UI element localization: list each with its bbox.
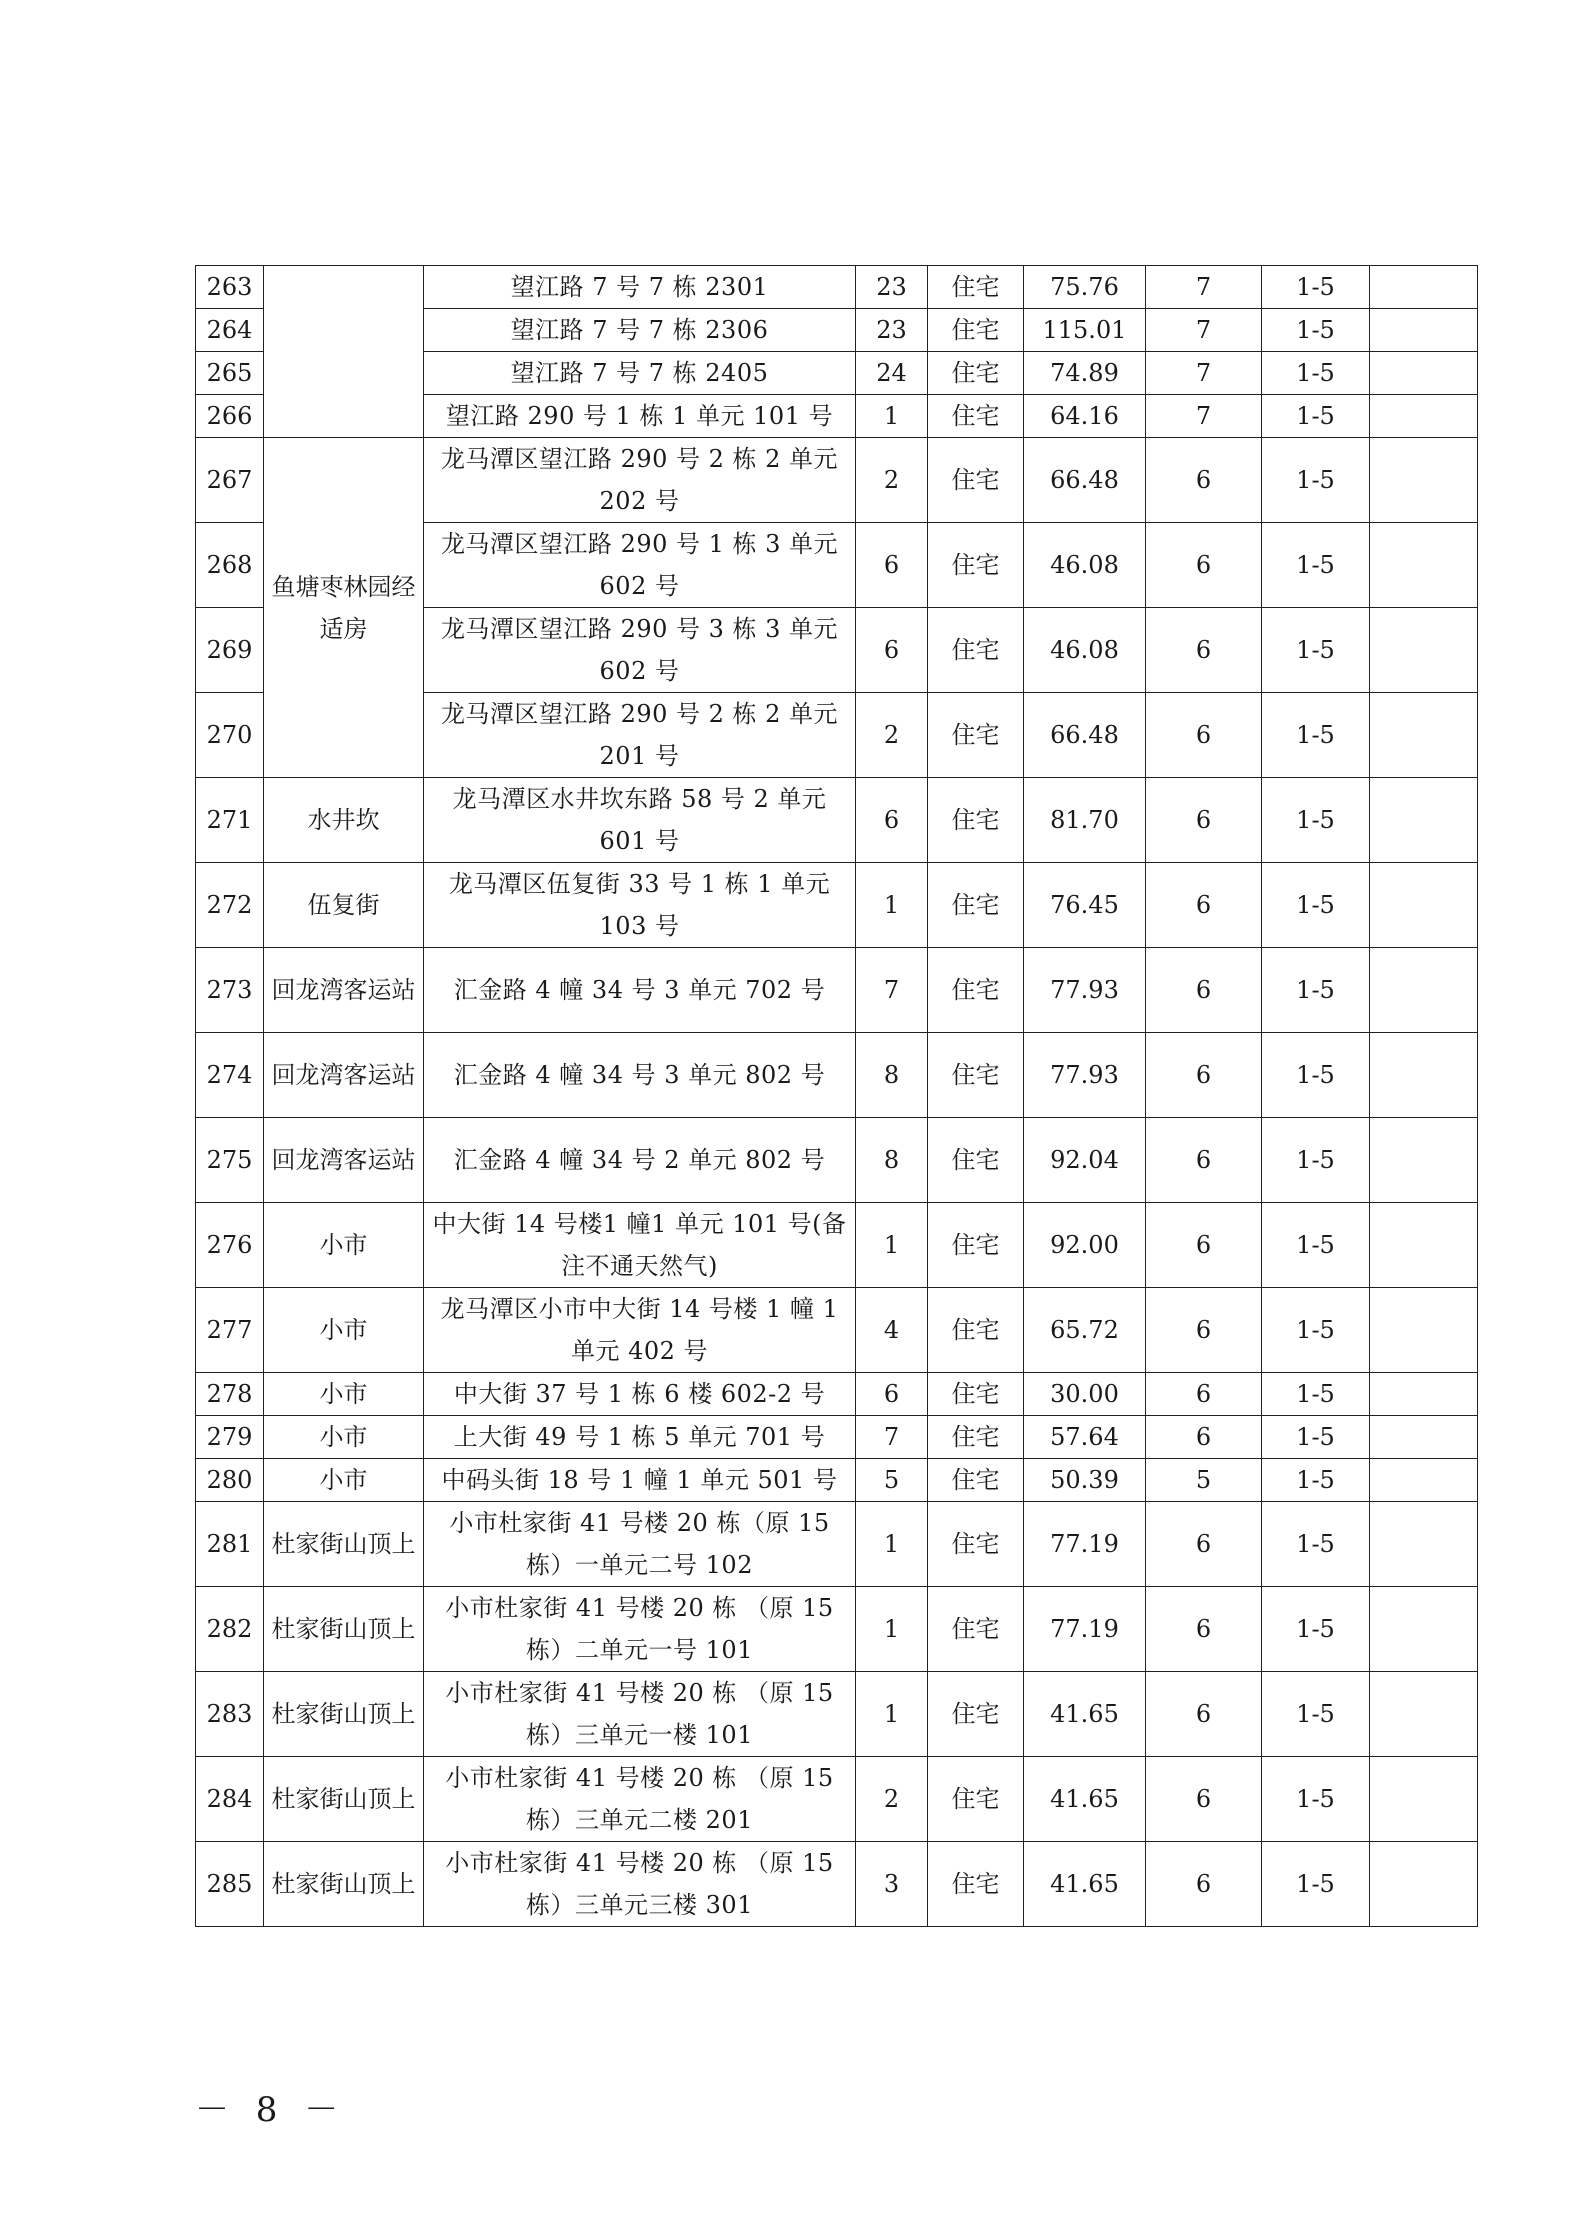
community-cell: 回龙湾客运站 [264, 1118, 424, 1203]
table-row [196, 266, 1478, 309]
community-cell: 鱼塘枣林园经适房 [264, 438, 424, 778]
table-row [196, 1416, 1478, 1459]
total-floors-cell: 6 [1146, 948, 1262, 1033]
community-cell: 小市 [264, 1416, 424, 1459]
table-body [196, 266, 1478, 1927]
note-cell [1370, 309, 1478, 352]
area-cell: 92.04 [1024, 1118, 1146, 1203]
address-cell: 汇金路 4 幢 34 号 2 单元 802 号 [424, 1118, 856, 1203]
community-cell: 小市 [264, 1203, 424, 1288]
row-number: 263 [196, 266, 264, 309]
address-cell: 龙马潭区望江路 290 号 1 栋 3 单元 602 号 [424, 523, 856, 608]
range-cell: 1-5 [1262, 309, 1370, 352]
total-floors-cell: 6 [1146, 608, 1262, 693]
community-cell: 伍复街 [264, 863, 424, 948]
use-cell: 住宅 [928, 1288, 1024, 1373]
total-floors-cell: 6 [1146, 1203, 1262, 1288]
note-cell [1370, 1416, 1478, 1459]
area-cell: 65.72 [1024, 1288, 1146, 1373]
note-cell [1370, 1842, 1478, 1927]
total-floors-cell: 7 [1146, 352, 1262, 395]
area-cell: 75.76 [1024, 266, 1146, 309]
floor-cell: 1 [856, 395, 928, 438]
area-cell: 41.65 [1024, 1842, 1146, 1927]
address-cell: 望江路 7 号 7 栋 2301 [424, 266, 856, 309]
range-cell: 1-5 [1262, 1416, 1370, 1459]
use-cell: 住宅 [928, 1373, 1024, 1416]
community-cell [264, 266, 424, 438]
range-cell: 1-5 [1262, 1459, 1370, 1502]
area-cell: 41.65 [1024, 1672, 1146, 1757]
table-row [196, 863, 1478, 948]
address-cell: 汇金路 4 幢 34 号 3 单元 702 号 [424, 948, 856, 1033]
use-cell: 住宅 [928, 1033, 1024, 1118]
use-cell: 住宅 [928, 693, 1024, 778]
total-floors-cell: 7 [1146, 266, 1262, 309]
address-cell: 上大街 49 号 1 栋 5 单元 701 号 [424, 1416, 856, 1459]
area-cell: 92.00 [1024, 1203, 1146, 1288]
housing-listing-table [195, 265, 1478, 1927]
community-cell: 杜家街山顶上 [264, 1757, 424, 1842]
floor-cell: 23 [856, 266, 928, 309]
address-cell: 望江路 7 号 7 栋 2405 [424, 352, 856, 395]
range-cell: 1-5 [1262, 1587, 1370, 1672]
note-cell [1370, 1757, 1478, 1842]
floor-cell: 7 [856, 1416, 928, 1459]
total-floors-cell: 6 [1146, 1288, 1262, 1373]
table-row [196, 1842, 1478, 1927]
note-cell [1370, 608, 1478, 693]
total-floors-cell: 6 [1146, 1416, 1262, 1459]
floor-cell: 3 [856, 1842, 928, 1927]
table-row [196, 1459, 1478, 1502]
address-cell: 小市杜家街 41 号楼 20 栋 （原 15 栋）三单元三楼 301 [424, 1842, 856, 1927]
note-cell [1370, 1502, 1478, 1587]
total-floors-cell: 6 [1146, 693, 1262, 778]
area-cell: 81.70 [1024, 778, 1146, 863]
use-cell: 住宅 [928, 1203, 1024, 1288]
range-cell: 1-5 [1262, 1118, 1370, 1203]
note-cell [1370, 1373, 1478, 1416]
total-floors-cell: 5 [1146, 1459, 1262, 1502]
community-cell: 小市 [264, 1373, 424, 1416]
range-cell: 1-5 [1262, 352, 1370, 395]
table-row [196, 1587, 1478, 1672]
floor-cell: 6 [856, 1373, 928, 1416]
floor-cell: 1 [856, 1502, 928, 1587]
area-cell: 66.48 [1024, 438, 1146, 523]
address-cell: 小市杜家街 41 号楼 20 栋 （原 15 栋）二单元一号 101 [424, 1587, 856, 1672]
total-floors-cell: 7 [1146, 395, 1262, 438]
range-cell: 1-5 [1262, 608, 1370, 693]
address-cell: 小市杜家街 41 号楼 20 栋（原 15 栋）一单元二号 102 [424, 1502, 856, 1587]
note-cell [1370, 266, 1478, 309]
floor-cell: 1 [856, 1672, 928, 1757]
floor-cell: 6 [856, 778, 928, 863]
floor-cell: 4 [856, 1288, 928, 1373]
area-cell: 46.08 [1024, 608, 1146, 693]
range-cell: 1-5 [1262, 1373, 1370, 1416]
table-row [196, 1373, 1478, 1416]
table-row [196, 778, 1478, 863]
use-cell: 住宅 [928, 523, 1024, 608]
row-number: 277 [196, 1288, 264, 1373]
address-cell: 龙马潭区水井坎东路 58 号 2 单元 601 号 [424, 778, 856, 863]
note-cell [1370, 778, 1478, 863]
note-cell [1370, 438, 1478, 523]
community-cell: 杜家街山顶上 [264, 1842, 424, 1927]
address-cell: 龙马潭区望江路 290 号 2 栋 2 单元 201 号 [424, 693, 856, 778]
note-cell [1370, 1118, 1478, 1203]
row-number: 264 [196, 309, 264, 352]
address-cell: 中大街 37 号 1 栋 6 楼 602-2 号 [424, 1373, 856, 1416]
community-cell: 小市 [264, 1459, 424, 1502]
range-cell: 1-5 [1262, 395, 1370, 438]
area-cell: 77.93 [1024, 948, 1146, 1033]
row-number: 285 [196, 1842, 264, 1927]
community-cell: 杜家街山顶上 [264, 1502, 424, 1587]
note-cell [1370, 1587, 1478, 1672]
table-row [196, 1288, 1478, 1373]
row-number: 268 [196, 523, 264, 608]
address-cell: 汇金路 4 幢 34 号 3 单元 802 号 [424, 1033, 856, 1118]
note-cell [1370, 352, 1478, 395]
range-cell: 1-5 [1262, 693, 1370, 778]
row-number: 281 [196, 1502, 264, 1587]
use-cell: 住宅 [928, 1459, 1024, 1502]
floor-cell: 8 [856, 1118, 928, 1203]
area-cell: 50.39 [1024, 1459, 1146, 1502]
floor-cell: 6 [856, 523, 928, 608]
note-cell [1370, 1288, 1478, 1373]
total-floors-cell: 7 [1146, 309, 1262, 352]
range-cell: 1-5 [1262, 1757, 1370, 1842]
range-cell: 1-5 [1262, 1502, 1370, 1587]
community-cell: 杜家街山顶上 [264, 1672, 424, 1757]
area-cell: 115.01 [1024, 309, 1146, 352]
use-cell: 住宅 [928, 863, 1024, 948]
total-floors-cell: 6 [1146, 1373, 1262, 1416]
address-cell: 龙马潭区伍复街 33 号 1 栋 1 单元 103 号 [424, 863, 856, 948]
row-number: 275 [196, 1118, 264, 1203]
total-floors-cell: 6 [1146, 1118, 1262, 1203]
range-cell: 1-5 [1262, 948, 1370, 1033]
row-number: 270 [196, 693, 264, 778]
total-floors-cell: 6 [1146, 1842, 1262, 1927]
table-row [196, 1033, 1478, 1118]
area-cell: 66.48 [1024, 693, 1146, 778]
row-number: 283 [196, 1672, 264, 1757]
use-cell: 住宅 [928, 1416, 1024, 1459]
area-cell: 77.93 [1024, 1033, 1146, 1118]
floor-cell: 1 [856, 1203, 928, 1288]
row-number: 284 [196, 1757, 264, 1842]
total-floors-cell: 6 [1146, 1033, 1262, 1118]
note-cell [1370, 693, 1478, 778]
total-floors-cell: 6 [1146, 778, 1262, 863]
address-cell: 龙马潭区望江路 290 号 2 栋 2 单元 202 号 [424, 438, 856, 523]
range-cell: 1-5 [1262, 1672, 1370, 1757]
note-cell [1370, 1033, 1478, 1118]
use-cell: 住宅 [928, 1672, 1024, 1757]
address-cell: 龙马潭区望江路 290 号 3 栋 3 单元 602 号 [424, 608, 856, 693]
area-cell: 57.64 [1024, 1416, 1146, 1459]
note-cell [1370, 523, 1478, 608]
row-number: 274 [196, 1033, 264, 1118]
area-cell: 76.45 [1024, 863, 1146, 948]
table-row [196, 1203, 1478, 1288]
community-cell: 水井坎 [264, 778, 424, 863]
row-number: 271 [196, 778, 264, 863]
range-cell: 1-5 [1262, 266, 1370, 309]
floor-cell: 2 [856, 693, 928, 778]
row-number: 272 [196, 863, 264, 948]
total-floors-cell: 6 [1146, 863, 1262, 948]
address-cell: 中码头街 18 号 1 幢 1 单元 501 号 [424, 1459, 856, 1502]
use-cell: 住宅 [928, 948, 1024, 1033]
use-cell: 住宅 [928, 395, 1024, 438]
page-number: － 8 － [195, 2090, 347, 2130]
use-cell: 住宅 [928, 1757, 1024, 1842]
community-cell: 回龙湾客运站 [264, 948, 424, 1033]
floor-cell: 2 [856, 438, 928, 523]
table-row [196, 438, 1478, 523]
row-number: 273 [196, 948, 264, 1033]
use-cell: 住宅 [928, 1587, 1024, 1672]
total-floors-cell: 6 [1146, 523, 1262, 608]
note-cell [1370, 1459, 1478, 1502]
floor-cell: 5 [856, 1459, 928, 1502]
floor-cell: 1 [856, 1587, 928, 1672]
range-cell: 1-5 [1262, 863, 1370, 948]
range-cell: 1-5 [1262, 438, 1370, 523]
address-cell: 龙马潭区小市中大街 14 号楼 1 幢 1 单元 402 号 [424, 1288, 856, 1373]
total-floors-cell: 6 [1146, 438, 1262, 523]
note-cell [1370, 1672, 1478, 1757]
floor-cell: 24 [856, 352, 928, 395]
floor-cell: 6 [856, 608, 928, 693]
floor-cell: 23 [856, 309, 928, 352]
row-number: 266 [196, 395, 264, 438]
total-floors-cell: 6 [1146, 1757, 1262, 1842]
area-cell: 77.19 [1024, 1587, 1146, 1672]
note-cell [1370, 1203, 1478, 1288]
area-cell: 74.89 [1024, 352, 1146, 395]
table-row [196, 1672, 1478, 1757]
table-row [196, 948, 1478, 1033]
use-cell: 住宅 [928, 1502, 1024, 1587]
address-cell: 中大街 14 号楼1 幢1 单元 101 号(备注不通天然气) [424, 1203, 856, 1288]
area-cell: 77.19 [1024, 1502, 1146, 1587]
row-number: 278 [196, 1373, 264, 1416]
area-cell: 30.00 [1024, 1373, 1146, 1416]
community-cell: 回龙湾客运站 [264, 1033, 424, 1118]
use-cell: 住宅 [928, 1118, 1024, 1203]
use-cell: 住宅 [928, 438, 1024, 523]
area-cell: 41.65 [1024, 1757, 1146, 1842]
floor-cell: 7 [856, 948, 928, 1033]
use-cell: 住宅 [928, 608, 1024, 693]
address-cell: 望江路 290 号 1 栋 1 单元 101 号 [424, 395, 856, 438]
community-cell: 小市 [264, 1288, 424, 1373]
address-cell: 望江路 7 号 7 栋 2306 [424, 309, 856, 352]
row-number: 265 [196, 352, 264, 395]
use-cell: 住宅 [928, 309, 1024, 352]
floor-cell: 2 [856, 1757, 928, 1842]
total-floors-cell: 6 [1146, 1672, 1262, 1757]
address-cell: 小市杜家街 41 号楼 20 栋 （原 15 栋）三单元二楼 201 [424, 1757, 856, 1842]
range-cell: 1-5 [1262, 523, 1370, 608]
area-cell: 46.08 [1024, 523, 1146, 608]
range-cell: 1-5 [1262, 1288, 1370, 1373]
range-cell: 1-5 [1262, 778, 1370, 863]
range-cell: 1-5 [1262, 1842, 1370, 1927]
row-number: 267 [196, 438, 264, 523]
table-row [196, 1757, 1478, 1842]
note-cell [1370, 863, 1478, 948]
row-number: 279 [196, 1416, 264, 1459]
total-floors-cell: 6 [1146, 1587, 1262, 1672]
use-cell: 住宅 [928, 1842, 1024, 1927]
use-cell: 住宅 [928, 266, 1024, 309]
note-cell [1370, 395, 1478, 438]
row-number: 276 [196, 1203, 264, 1288]
range-cell: 1-5 [1262, 1033, 1370, 1118]
address-cell: 小市杜家街 41 号楼 20 栋 （原 15 栋）三单元一楼 101 [424, 1672, 856, 1757]
table-row [196, 1502, 1478, 1587]
floor-cell: 1 [856, 863, 928, 948]
note-cell [1370, 948, 1478, 1033]
area-cell: 64.16 [1024, 395, 1146, 438]
use-cell: 住宅 [928, 778, 1024, 863]
total-floors-cell: 6 [1146, 1502, 1262, 1587]
row-number: 282 [196, 1587, 264, 1672]
row-number: 269 [196, 608, 264, 693]
use-cell: 住宅 [928, 352, 1024, 395]
floor-cell: 8 [856, 1033, 928, 1118]
community-cell: 杜家街山顶上 [264, 1587, 424, 1672]
row-number: 280 [196, 1459, 264, 1502]
range-cell: 1-5 [1262, 1203, 1370, 1288]
table-row [196, 1118, 1478, 1203]
